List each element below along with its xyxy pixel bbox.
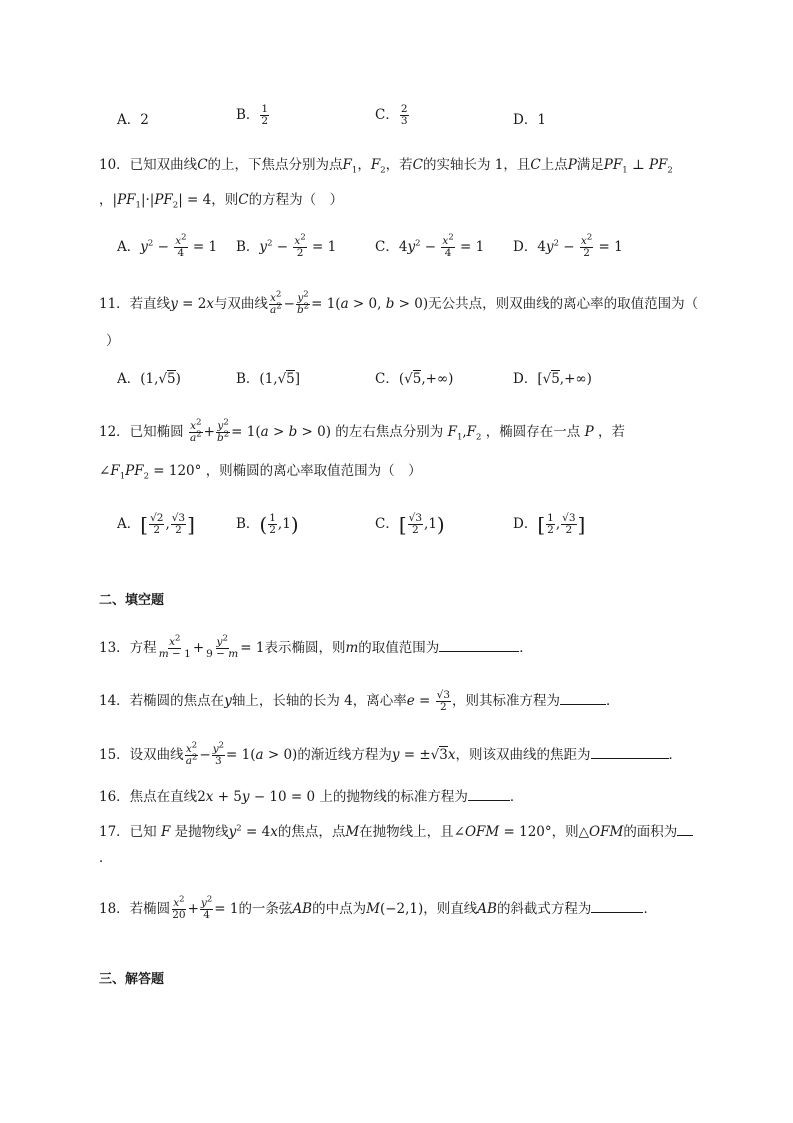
answer-blank: [560, 691, 606, 705]
q9-option-a: A．2: [117, 112, 149, 128]
fraction: $\frac{1}{2}$: [261, 103, 269, 128]
answer-blank: [591, 745, 669, 759]
q9-option-b: B． $\frac{1}{2}$: [236, 103, 269, 128]
q12-option-c: C．[ $\frac{√3}{2}$ ,1): [375, 512, 445, 537]
q11-option-c: C．(√5,+∞): [375, 371, 454, 387]
q11-option-d: D．[√5,+∞): [513, 371, 592, 387]
q10-option-b: B．$y^2$ − $\frac{x^2}{2}$ = 1: [236, 232, 337, 260]
fraction: $\frac{2}{3}$: [400, 103, 408, 128]
answer-blank: [439, 638, 519, 652]
q10-option-c: C．$4y^2$ − $\frac{x^2}{4}$ = 1: [375, 232, 485, 260]
answer-blank: [677, 822, 693, 836]
q12-option-a: A．[ $\frac{√2}{2}$ , $\frac{√3}{2}$ ]: [117, 512, 195, 537]
q9-option-d: D．1: [513, 112, 546, 128]
answer-blank: [591, 899, 643, 913]
q10-option-d: D．$4y^2$ − $\frac{x^2}{2}$ = 1: [513, 232, 623, 260]
q12-option-b: B．( $\frac{1}{2}$ ,1): [236, 512, 299, 537]
q11-option-b: B．(1,√5]: [236, 371, 301, 387]
q10-option-a: A．$y^2$ − $\frac{x^2}{4}$ = 1: [117, 232, 218, 260]
q11-option-a: A．(1,√5): [117, 371, 181, 387]
q9-option-c: C． $\frac{2}{3}$: [375, 103, 408, 128]
q12-option-d: D．[ $\frac{1}{2}$ , $\frac{√3}{2}$ ]: [513, 512, 586, 537]
answer-blank: [468, 787, 510, 801]
